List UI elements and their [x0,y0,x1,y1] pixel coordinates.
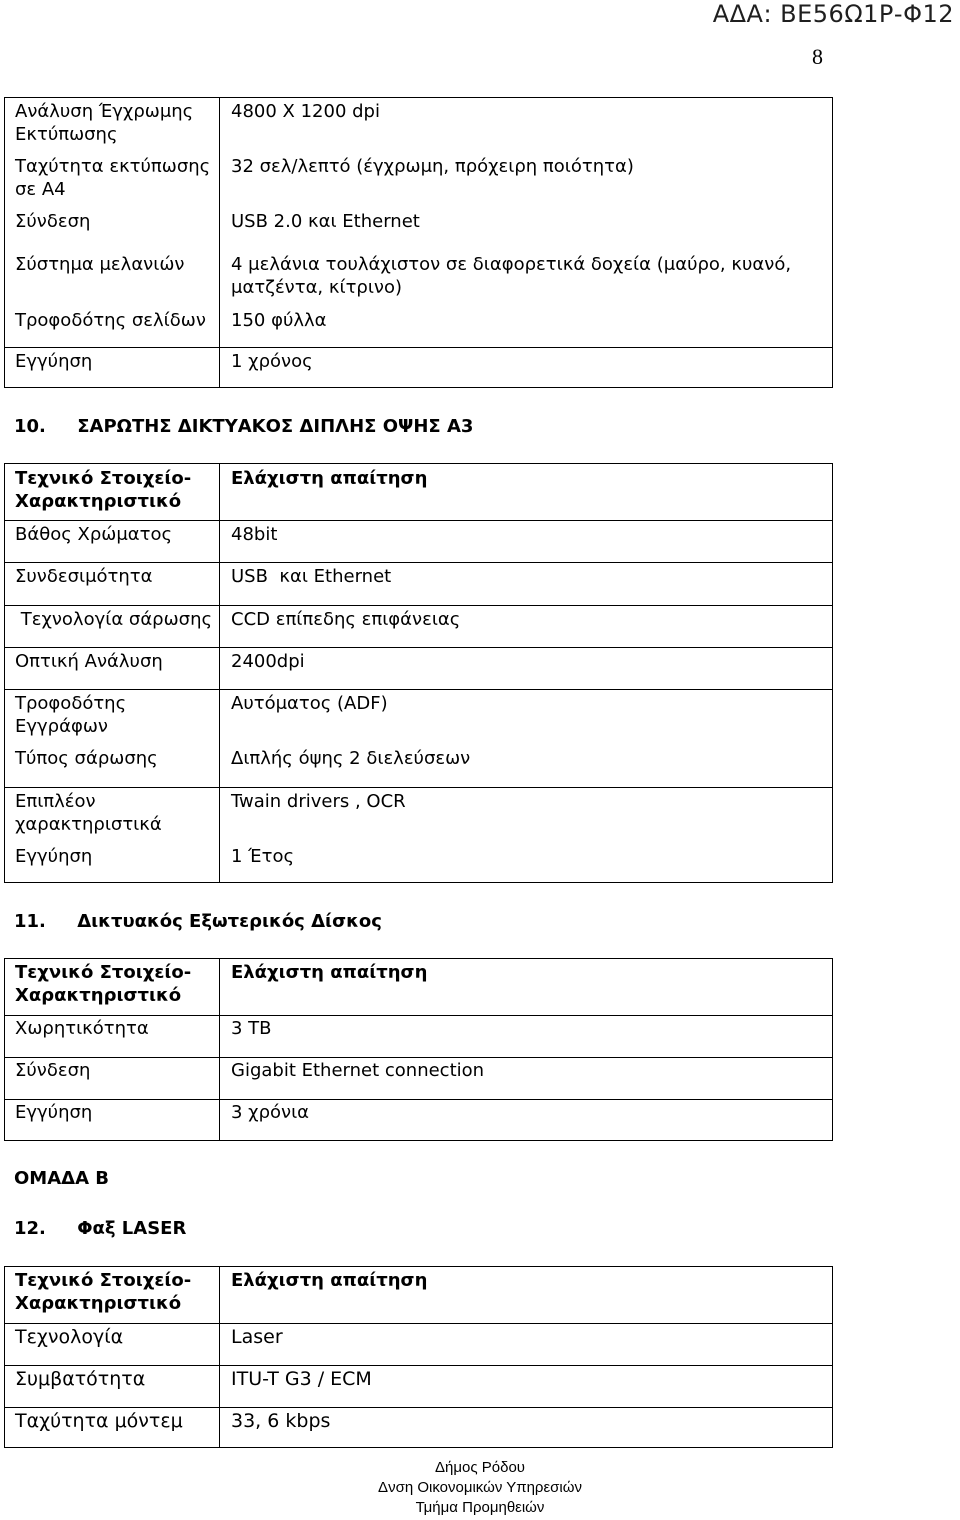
header-min-requirement: Ελάχιστη απαίτηση [231,468,428,489]
value-capacity: 3 TB [231,1018,272,1039]
column-divider [219,98,220,387]
spec-table-printer [4,97,833,388]
value-color-resolution: 4800 X 1200 dpi [231,101,380,122]
spec-table-nas [4,958,833,1141]
label-print-speed: Ταχύτητα εκτύπωσης σε A4 [15,156,211,200]
value-scan-technology: CCD επίπεδης επιφάνειας [231,609,461,630]
value-color-depth: 48bit [231,524,278,545]
section-10-heading: 10. ΣΑΡΩΤΗΣ ΔΙΚΤΥΑΚΟΣ ΔΙΠΛΗΣ ΟΨΗΣ Α3 [14,416,474,437]
value-warranty: 1 χρόνος [231,351,313,372]
section-11-heading: 11. Δικτυακός Εξωτερικός Δίσκος [14,911,382,932]
value-scan-type: Διπλής όψης 2 διελεύσεων [231,748,471,769]
label-scan-technology: Τεχνολογία σάρωσης [15,609,213,630]
value-modem-speed: 33, 6 kbps [231,1410,331,1432]
value-optical-resolution: 2400dpi [231,651,305,672]
row-divider [5,689,832,690]
row-divider [5,562,832,563]
footer-directorate: Δνση Οικονομικών Υπηρεσιών [378,1479,582,1496]
row-divider [5,605,832,606]
label-scan-type: Τύπος σάρωσης [15,748,158,769]
column-divider [219,1267,220,1447]
header-tech-feature: Τεχνικό Στοιχείο- Χαρακτηριστικό [15,1270,192,1314]
value-extra-features: Twain drivers , OCR [231,791,406,812]
value-ink-system: 4 μελάνια τουλάχιστον σε διαφορετικά δοχεία (μαύρο, κυανό, ματζέντα, κίτρινο) [231,254,792,298]
label-color-resolution: Ανάλυση Έγχρωμης Εκτύπωσης [15,101,194,145]
label-modem-speed: Ταχύτητα μόντεμ [15,1410,183,1432]
label-extra-features: Επιπλέον χαρακτηριστικά [15,791,162,835]
label-connection: Σύνδεση [15,211,91,232]
row-divider [5,787,832,788]
label-connectivity: Συνδεσιμότητα [15,566,153,587]
value-connection: USB 2.0 και Ethernet [231,211,420,232]
label-warranty: Εγγύηση [15,846,93,867]
row-divider [5,1407,832,1408]
value-print-speed: 32 σελ/λεπτό (έγχρωμη, πρόχειρη ποιότητα) [231,156,634,177]
header-tech-feature: Τεχνικό Στοιχείο- Χαρακτηριστικό [15,962,192,1006]
value-warranty: 3 χρόνια [231,1102,310,1123]
spec-table-fax [4,1266,833,1448]
label-connection: Σύνδεση [15,1060,91,1081]
header-min-requirement: Ελάχιστη απαίτηση [231,1270,428,1291]
footer [0,1458,960,1518]
row-divider [5,347,832,348]
header-tech-feature: Τεχνικό Στοιχείο- Χαρακτηριστικό [15,468,192,512]
row-divider [5,647,832,648]
value-paper-feeder: 150 φύλλα [231,310,327,331]
value-connectivity: USB και Ethernet [231,566,392,587]
value-technology: Laser [231,1326,283,1348]
label-optical-resolution: Οπτική Ανάλυση [15,651,163,672]
row-divider [5,1015,832,1016]
label-color-depth: Βάθος Χρώματος [15,524,173,545]
row-divider [5,520,832,521]
label-technology: Τεχνολογία [15,1326,124,1348]
row-divider [5,1323,832,1324]
page-number: 8 [812,44,823,69]
row-divider [5,1099,832,1100]
label-paper-feeder: Τροφοδότης σελίδων [15,310,206,331]
value-document-feeder: Αυτόματος (ADF) [231,693,388,714]
footer-department: Τμήμα Προμηθειών [415,1499,545,1516]
label-ink-system: Σύστημα μελανιών [15,254,185,275]
group-b-heading: ΟΜΑΔΑ Β [14,1168,109,1189]
row-divider [5,1057,832,1058]
row-divider [5,1365,832,1366]
label-warranty: Εγγύηση [15,1102,93,1123]
label-document-feeder: Τροφοδότης Εγγράφων [15,693,127,737]
label-capacity: Χωρητικότητα [15,1018,149,1039]
value-compatibility: ITU-T G3 / ECM [231,1368,372,1390]
value-warranty: 1 Έτος [231,846,295,867]
label-compatibility: Συμβατότητα [15,1368,146,1390]
column-divider [219,464,220,882]
label-warranty: Εγγύηση [15,351,93,372]
value-connection: Gigabit Ethernet connection [231,1060,485,1081]
header-min-requirement: Ελάχιστη απαίτηση [231,962,428,983]
ada-code: ΑΔΑ: ΒΕ56Ω1Ρ-Φ12 [712,0,954,28]
spec-table-scanner [4,463,833,883]
footer-municipality: Δήμος Ρόδου [435,1459,525,1476]
section-12-heading: 12. Φαξ LASER [14,1218,187,1239]
column-divider [219,959,220,1140]
